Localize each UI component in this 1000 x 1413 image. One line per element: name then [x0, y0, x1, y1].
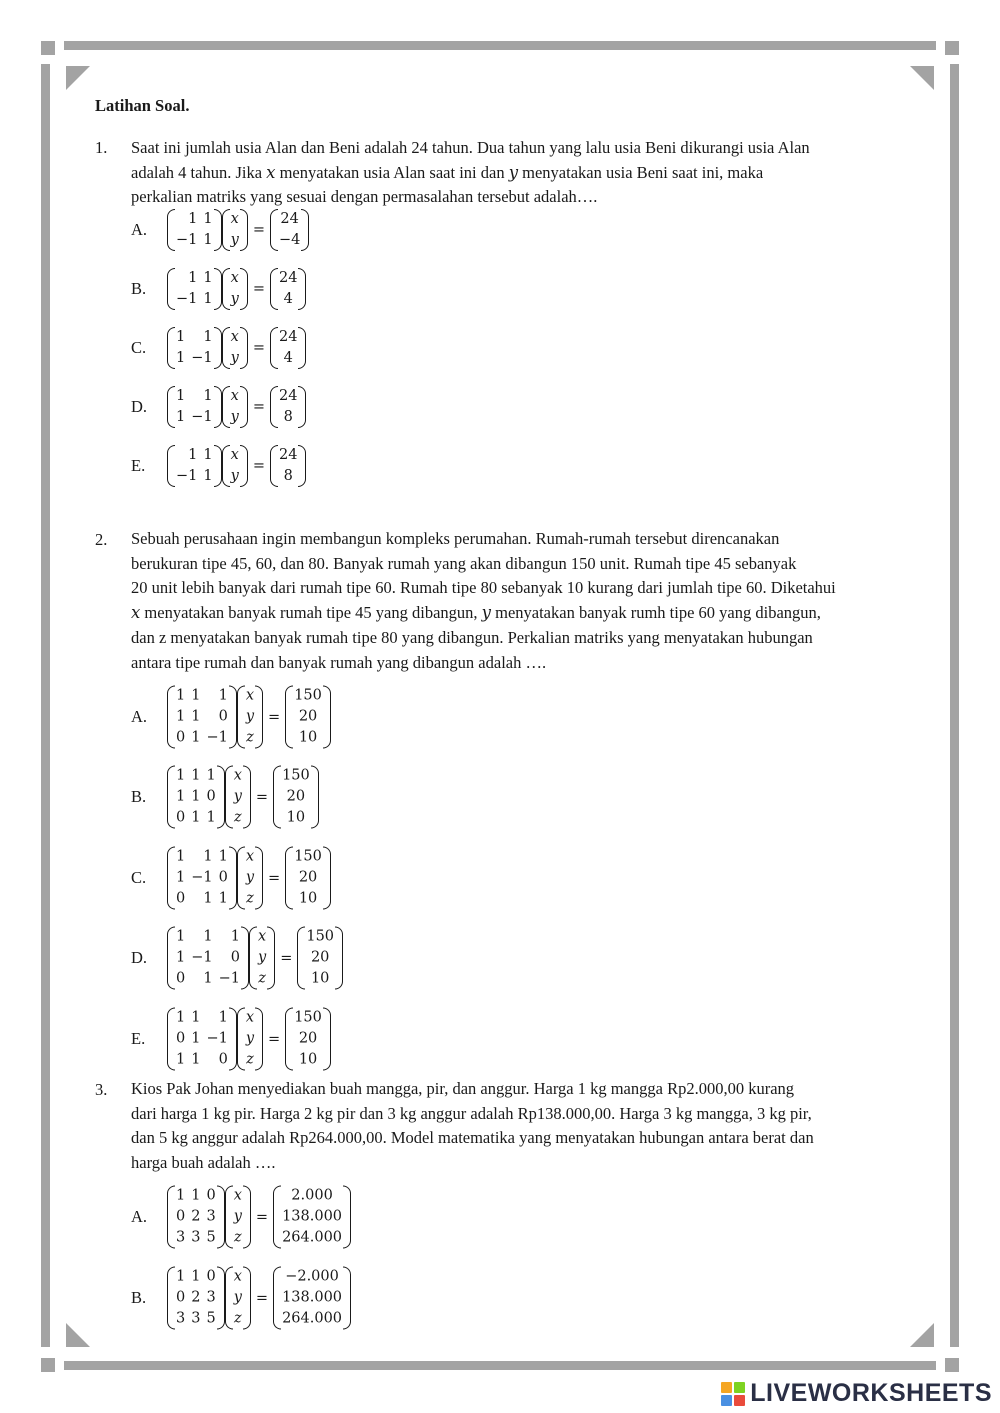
- constant-vector: [273, 1186, 351, 1249]
- frame-top-border: [64, 41, 936, 50]
- question-line: dari harga 1 kg pir. Harga 2 kg pir dan 3 kg anggur adalah Rp138.000,00. Harga 3 kg mangga, 3 kg pir,: [131, 1103, 812, 1123]
- matrix-entry: 0: [218, 1051, 228, 1068]
- matrix-entry: 1: [203, 211, 213, 227]
- matrix-entry: 1: [176, 409, 186, 425]
- variable-entry: y: [233, 788, 242, 805]
- equals-sign: =: [255, 789, 269, 805]
- variable-vector: [249, 927, 275, 990]
- question-line: Saat ini jumlah usia Alan dan Beni adalah 24 tahun. Dua tahun yang lalu usia Beni dikurangi usia Alan: [131, 138, 810, 157]
- frame-corner-triangle: [66, 1323, 90, 1347]
- matrix-equation: [167, 445, 306, 487]
- matrix-entry: 1: [176, 329, 186, 345]
- coefficient-matrix: [167, 1008, 237, 1071]
- matrix-entry: 1: [218, 1009, 228, 1026]
- matrix-entry: −1: [191, 949, 213, 966]
- matrix-entry: 1: [203, 388, 213, 404]
- matrix-entry: 1: [218, 687, 228, 704]
- variable-vector: [225, 1267, 251, 1330]
- question-text: [131, 1077, 903, 1176]
- coefficient-matrix: [167, 766, 225, 829]
- matrix-entry: 3: [176, 1229, 186, 1246]
- coefficient-matrix: [167, 927, 249, 990]
- watermark-text: LIVEWORKSHEETS: [750, 1379, 992, 1407]
- option-letter: E.: [131, 456, 146, 475]
- variable-entry: y: [230, 409, 239, 425]
- constant-entry: 10: [310, 970, 330, 987]
- matrix-entry: 1: [176, 350, 186, 366]
- question-text: [131, 136, 903, 210]
- matrix-entry: 1: [203, 970, 213, 987]
- variable-entry: z: [258, 970, 266, 987]
- variable-vector: [222, 386, 248, 428]
- question-line: Kios Pak Johan menyediakan buah mangga, pir, dan anggur. Harga 1 kg mangga Rp2.000,00 kurang: [131, 1079, 795, 1098]
- matrix-entry: 0: [176, 970, 186, 987]
- worksheet-heading: Latihan Soal.: [95, 96, 190, 115]
- variable-entry: x: [230, 211, 239, 227]
- constant-entry: 20: [286, 788, 306, 805]
- equals-sign: =: [252, 222, 265, 238]
- constant-entry: 24: [278, 388, 298, 404]
- matrix-entry: 2: [191, 1289, 201, 1306]
- constant-entry: 10: [298, 890, 318, 907]
- matrix-entry: −1: [191, 409, 213, 425]
- logo-square: [721, 1382, 732, 1393]
- coefficient-matrix: [167, 1267, 225, 1330]
- matrix-entry: 1: [176, 1009, 186, 1026]
- logo-square: [734, 1395, 745, 1406]
- matrix-entry: −1: [206, 729, 228, 746]
- matrix-entry: 1: [203, 468, 213, 484]
- matrix-entry: 1: [203, 232, 213, 248]
- frame-corner-square: [945, 1358, 959, 1372]
- matrix-entry: −1: [218, 970, 240, 987]
- question-line: adalah 4 tahun. Jika 𝑥 menyatakan usia Alan saat ini dan 𝑦 menyatakan usia Beni saat ini, maka: [131, 162, 764, 182]
- matrix-entry: −1: [191, 869, 213, 886]
- matrix-entry: 3: [191, 1310, 201, 1327]
- matrix-entry: 1: [188, 211, 198, 227]
- variable-entry: y: [230, 350, 239, 366]
- matrix-equation: [167, 847, 331, 910]
- equals-sign: =: [268, 1031, 281, 1047]
- variable-entry: x: [245, 687, 255, 704]
- variable-vector: [225, 766, 251, 829]
- matrix-entry: 1: [191, 687, 201, 704]
- constant-entry: −2.000: [285, 1268, 339, 1285]
- frame-corner-square: [41, 1358, 55, 1372]
- matrix-entry: 1: [218, 848, 228, 865]
- option-letter: A.: [131, 220, 148, 239]
- matrix-entry: 0: [206, 1187, 216, 1204]
- variable-vector: [222, 268, 248, 310]
- equals-sign: =: [268, 709, 281, 725]
- question-line: berukuran tipe 45, 60, dan 80. Banyak rumah yang akan dibangun 150 unit. Rumah tipe 45 sebanyak: [131, 553, 797, 573]
- matrix-entry: 1: [176, 869, 186, 886]
- matrix-equation: [167, 686, 331, 749]
- constant-vector: [285, 847, 331, 910]
- question-line: antara tipe rumah dan banyak rumah yang dibangun adalah ….: [131, 652, 547, 672]
- variable-entry: x: [230, 270, 239, 286]
- variable-entry: y: [233, 1289, 242, 1306]
- constant-vector: [270, 327, 306, 369]
- logo-square: [734, 1382, 745, 1393]
- constant-entry: 10: [298, 729, 318, 746]
- question-number: 2.: [95, 530, 108, 549]
- matrix-entry: 1: [188, 270, 198, 286]
- matrix-entry: 0: [176, 1030, 186, 1047]
- variable-vector: [222, 327, 248, 369]
- constant-entry: 150: [282, 767, 310, 784]
- question-line: Sebuah perusahaan ingin membangun kompleks perumahan. Rumah-rumah tersebut direncanakan: [131, 529, 780, 548]
- equals-sign: =: [255, 1209, 269, 1225]
- constant-vector: [270, 445, 306, 487]
- constant-vector: [270, 209, 309, 251]
- matrix-entry: 1: [191, 1009, 201, 1026]
- constant-entry: 2.000: [291, 1187, 333, 1204]
- equals-sign: =: [252, 458, 265, 474]
- matrix-entry: 1: [176, 388, 186, 404]
- matrix-equation: [167, 1008, 331, 1071]
- matrix-entry: −1: [176, 232, 198, 248]
- matrix-entry: 1: [188, 447, 198, 463]
- liveworksheets-logo-icon: [721, 1382, 745, 1406]
- frame-left-border: [41, 64, 50, 1347]
- matrix-entry: 1: [191, 729, 201, 746]
- coefficient-matrix: [167, 386, 222, 428]
- constant-entry: 24: [278, 447, 298, 463]
- coefficient-matrix: [167, 445, 222, 487]
- equals-sign: =: [252, 281, 265, 297]
- variable-entry: z: [246, 890, 254, 907]
- coefficient-matrix: [167, 847, 237, 910]
- constant-entry: 20: [298, 1030, 318, 1047]
- matrix-entry: −1: [191, 350, 213, 366]
- constant-vector: [273, 1267, 351, 1330]
- constant-entry: −4: [278, 232, 301, 248]
- frame-corner-triangle: [910, 1323, 934, 1347]
- option-letter: B.: [131, 1288, 147, 1307]
- matrix-entry: 1: [203, 848, 213, 865]
- variable-vector: [222, 209, 248, 251]
- matrix-entry: 1: [191, 1051, 201, 1068]
- question-number: 3.: [95, 1080, 108, 1099]
- equals-sign: =: [268, 870, 281, 886]
- variable-entry: x: [245, 1009, 255, 1026]
- liveworksheets-watermark: [721, 1379, 992, 1408]
- matrix-entry: 1: [176, 788, 186, 805]
- constant-entry: 8: [283, 409, 293, 425]
- matrix-equation: [167, 209, 309, 251]
- constant-entry: 150: [294, 1009, 322, 1026]
- coefficient-matrix: [167, 686, 237, 749]
- variable-entry: z: [233, 809, 242, 826]
- matrix-entry: 2: [191, 1208, 201, 1225]
- constant-entry: 138.000: [282, 1289, 343, 1306]
- matrix-entry: 1: [191, 1268, 201, 1285]
- equals-sign: =: [280, 950, 293, 966]
- option-letter: C.: [131, 868, 147, 887]
- variable-entry: x: [233, 1187, 242, 1204]
- matrix-entry: 1: [191, 1187, 201, 1204]
- matrix-entry: −1: [176, 468, 198, 484]
- constant-entry: 264.000: [282, 1310, 343, 1327]
- matrix-entry: 0: [206, 1268, 216, 1285]
- matrix-equation: [167, 927, 343, 990]
- variable-entry: y: [245, 869, 255, 886]
- frame-bottom-border: [64, 1361, 936, 1370]
- constant-entry: 24: [278, 329, 298, 345]
- constant-entry: 8: [283, 468, 293, 484]
- coefficient-matrix: [167, 1186, 225, 1249]
- variable-entry: y: [257, 949, 267, 966]
- matrix-entry: 1: [191, 809, 201, 826]
- matrix-entry: 1: [230, 928, 240, 945]
- variable-vector: [237, 1008, 263, 1071]
- variable-vector: [225, 1186, 251, 1249]
- matrix-entry: 1: [203, 890, 213, 907]
- matrix-entry: 0: [176, 1289, 186, 1306]
- variable-vector: [222, 445, 248, 487]
- matrix-entry: 1: [191, 708, 201, 725]
- matrix-entry: 1: [176, 848, 186, 865]
- variable-entry: x: [230, 388, 239, 404]
- variable-entry: x: [233, 1268, 242, 1285]
- option-letter: D.: [131, 948, 148, 967]
- constant-vector: [273, 766, 319, 829]
- constant-entry: 4: [283, 350, 293, 366]
- matrix-entry: 3: [176, 1310, 186, 1327]
- matrix-entry: 5: [206, 1229, 216, 1246]
- question-line: dan z menyatakan banyak rumah tipe 80 yang dibangun. Perkalian matriks yang menyatakan hubungan: [131, 627, 813, 647]
- question-number: 1.: [95, 138, 108, 157]
- matrix-entry: −1: [176, 291, 198, 307]
- variable-vector: [237, 686, 263, 749]
- constant-entry: 10: [298, 1051, 318, 1068]
- matrix-entry: 0: [218, 869, 228, 886]
- variable-entry: z: [233, 1310, 242, 1327]
- coefficient-matrix: [167, 268, 222, 310]
- matrix-entry: 1: [203, 270, 213, 286]
- question-line: 𝑥 menyatakan banyak rumah tipe 45 yang dibangun, 𝑦 menyatakan banyak rumh tipe 60 yang dibangun,: [131, 603, 821, 623]
- question-line: harga buah adalah ….: [131, 1153, 276, 1173]
- constant-vector: [285, 1008, 331, 1071]
- constant-vector: [285, 686, 331, 749]
- matrix-entry: 3: [206, 1289, 216, 1306]
- option-letter: E.: [131, 1029, 146, 1048]
- constant-vector: [270, 268, 306, 310]
- constant-entry: 138.000: [282, 1208, 343, 1225]
- variable-entry: x: [233, 767, 242, 784]
- matrix-entry: 1: [176, 767, 186, 784]
- coefficient-matrix: [167, 209, 222, 251]
- matrix-entry: 1: [203, 329, 213, 345]
- variable-entry: z: [246, 729, 254, 746]
- matrix-entry: 3: [191, 1229, 201, 1246]
- logo-square: [721, 1395, 732, 1406]
- variable-entry: x: [245, 848, 255, 865]
- matrix-entry: 0: [206, 788, 216, 805]
- matrix-equation: [167, 1186, 351, 1249]
- variable-vector: [237, 847, 263, 910]
- matrix-entry: 1: [176, 1187, 186, 1204]
- constant-entry: 20: [298, 708, 318, 725]
- variable-entry: y: [245, 1030, 255, 1047]
- matrix-entry: 1: [191, 788, 201, 805]
- matrix-entry: 1: [176, 928, 186, 945]
- question-line: 20 unit lebih banyak dari rumah tipe 60. Rumah tipe 80 sebanyak 10 kurang dari jumlah tipe 60. Diketahui: [131, 578, 836, 598]
- constant-entry: 150: [306, 928, 335, 945]
- constant-entry: 264.000: [282, 1229, 343, 1246]
- matrix-entry: 3: [206, 1208, 216, 1225]
- constant-vector: [270, 386, 306, 428]
- option-letter: B.: [131, 787, 147, 806]
- constant-entry: 150: [294, 687, 322, 704]
- question-text: [131, 527, 903, 675]
- option-letter: B.: [131, 279, 147, 298]
- variable-entry: x: [230, 329, 239, 345]
- variable-entry: y: [245, 708, 255, 725]
- option-letter: A.: [131, 707, 148, 726]
- equals-sign: =: [252, 340, 265, 356]
- frame-right-border: [950, 64, 959, 1347]
- option-letter: D.: [131, 397, 148, 416]
- matrix-entry: 1: [203, 291, 213, 307]
- equals-sign: =: [252, 399, 265, 415]
- constant-entry: 24: [278, 270, 298, 286]
- matrix-equation: [167, 766, 319, 829]
- matrix-entry: 1: [176, 1051, 186, 1068]
- variable-entry: y: [230, 232, 239, 248]
- variable-entry: z: [246, 1051, 254, 1068]
- constant-entry: 20: [310, 949, 330, 966]
- matrix-entry: 1: [176, 708, 186, 725]
- matrix-equation: [167, 327, 306, 369]
- frame-corner-triangle: [910, 66, 934, 90]
- variable-entry: y: [233, 1208, 242, 1225]
- matrix-entry: 0: [176, 890, 186, 907]
- frame-corner-triangle: [66, 66, 90, 90]
- constant-entry: 24: [280, 211, 299, 227]
- frame-corner-square: [945, 41, 959, 55]
- constant-entry: 10: [286, 809, 306, 826]
- equals-sign: =: [255, 1290, 269, 1306]
- matrix-entry: 0: [176, 1208, 186, 1225]
- coefficient-matrix: [167, 327, 222, 369]
- matrix-entry: 0: [230, 949, 240, 966]
- constant-entry: 150: [294, 848, 322, 865]
- constant-entry: 4: [283, 291, 293, 307]
- frame-corner-square: [41, 41, 55, 55]
- matrix-equation: [167, 1267, 351, 1330]
- constant-entry: 20: [298, 869, 318, 886]
- matrix-entry: 0: [176, 809, 186, 826]
- matrix-entry: −1: [206, 1030, 228, 1047]
- matrix-entry: 1: [203, 447, 213, 463]
- matrix-entry: 1: [206, 809, 216, 826]
- option-letter: A.: [131, 1207, 148, 1226]
- matrix-entry: 1: [206, 767, 216, 784]
- option-letter: C.: [131, 338, 147, 357]
- matrix-entry: 0: [218, 708, 228, 725]
- variable-entry: y: [230, 291, 239, 307]
- matrix-entry: 5: [206, 1310, 216, 1327]
- matrix-entry: 1: [191, 1030, 201, 1047]
- variable-entry: z: [233, 1229, 242, 1246]
- matrix-entry: 1: [176, 949, 186, 966]
- matrix-entry: 1: [203, 928, 213, 945]
- matrix-entry: 1: [218, 890, 228, 907]
- variable-entry: y: [230, 468, 239, 484]
- matrix-entry: 1: [176, 1268, 186, 1285]
- question-line: dan 5 kg anggur adalah Rp264.000,00. Model matematika yang menyatakan hubungan antara berat dan: [131, 1128, 814, 1148]
- constant-vector: [297, 927, 343, 990]
- matrix-entry: 1: [191, 767, 201, 784]
- matrix-entry: 0: [176, 729, 186, 746]
- matrix-equation: [167, 386, 306, 428]
- variable-entry: x: [257, 928, 267, 945]
- question-line: perkalian matriks yang sesuai dengan permasalahan tersebut adalah….: [131, 187, 598, 207]
- matrix-equation: [167, 268, 306, 310]
- variable-entry: x: [230, 447, 239, 463]
- matrix-entry: 1: [176, 687, 186, 704]
